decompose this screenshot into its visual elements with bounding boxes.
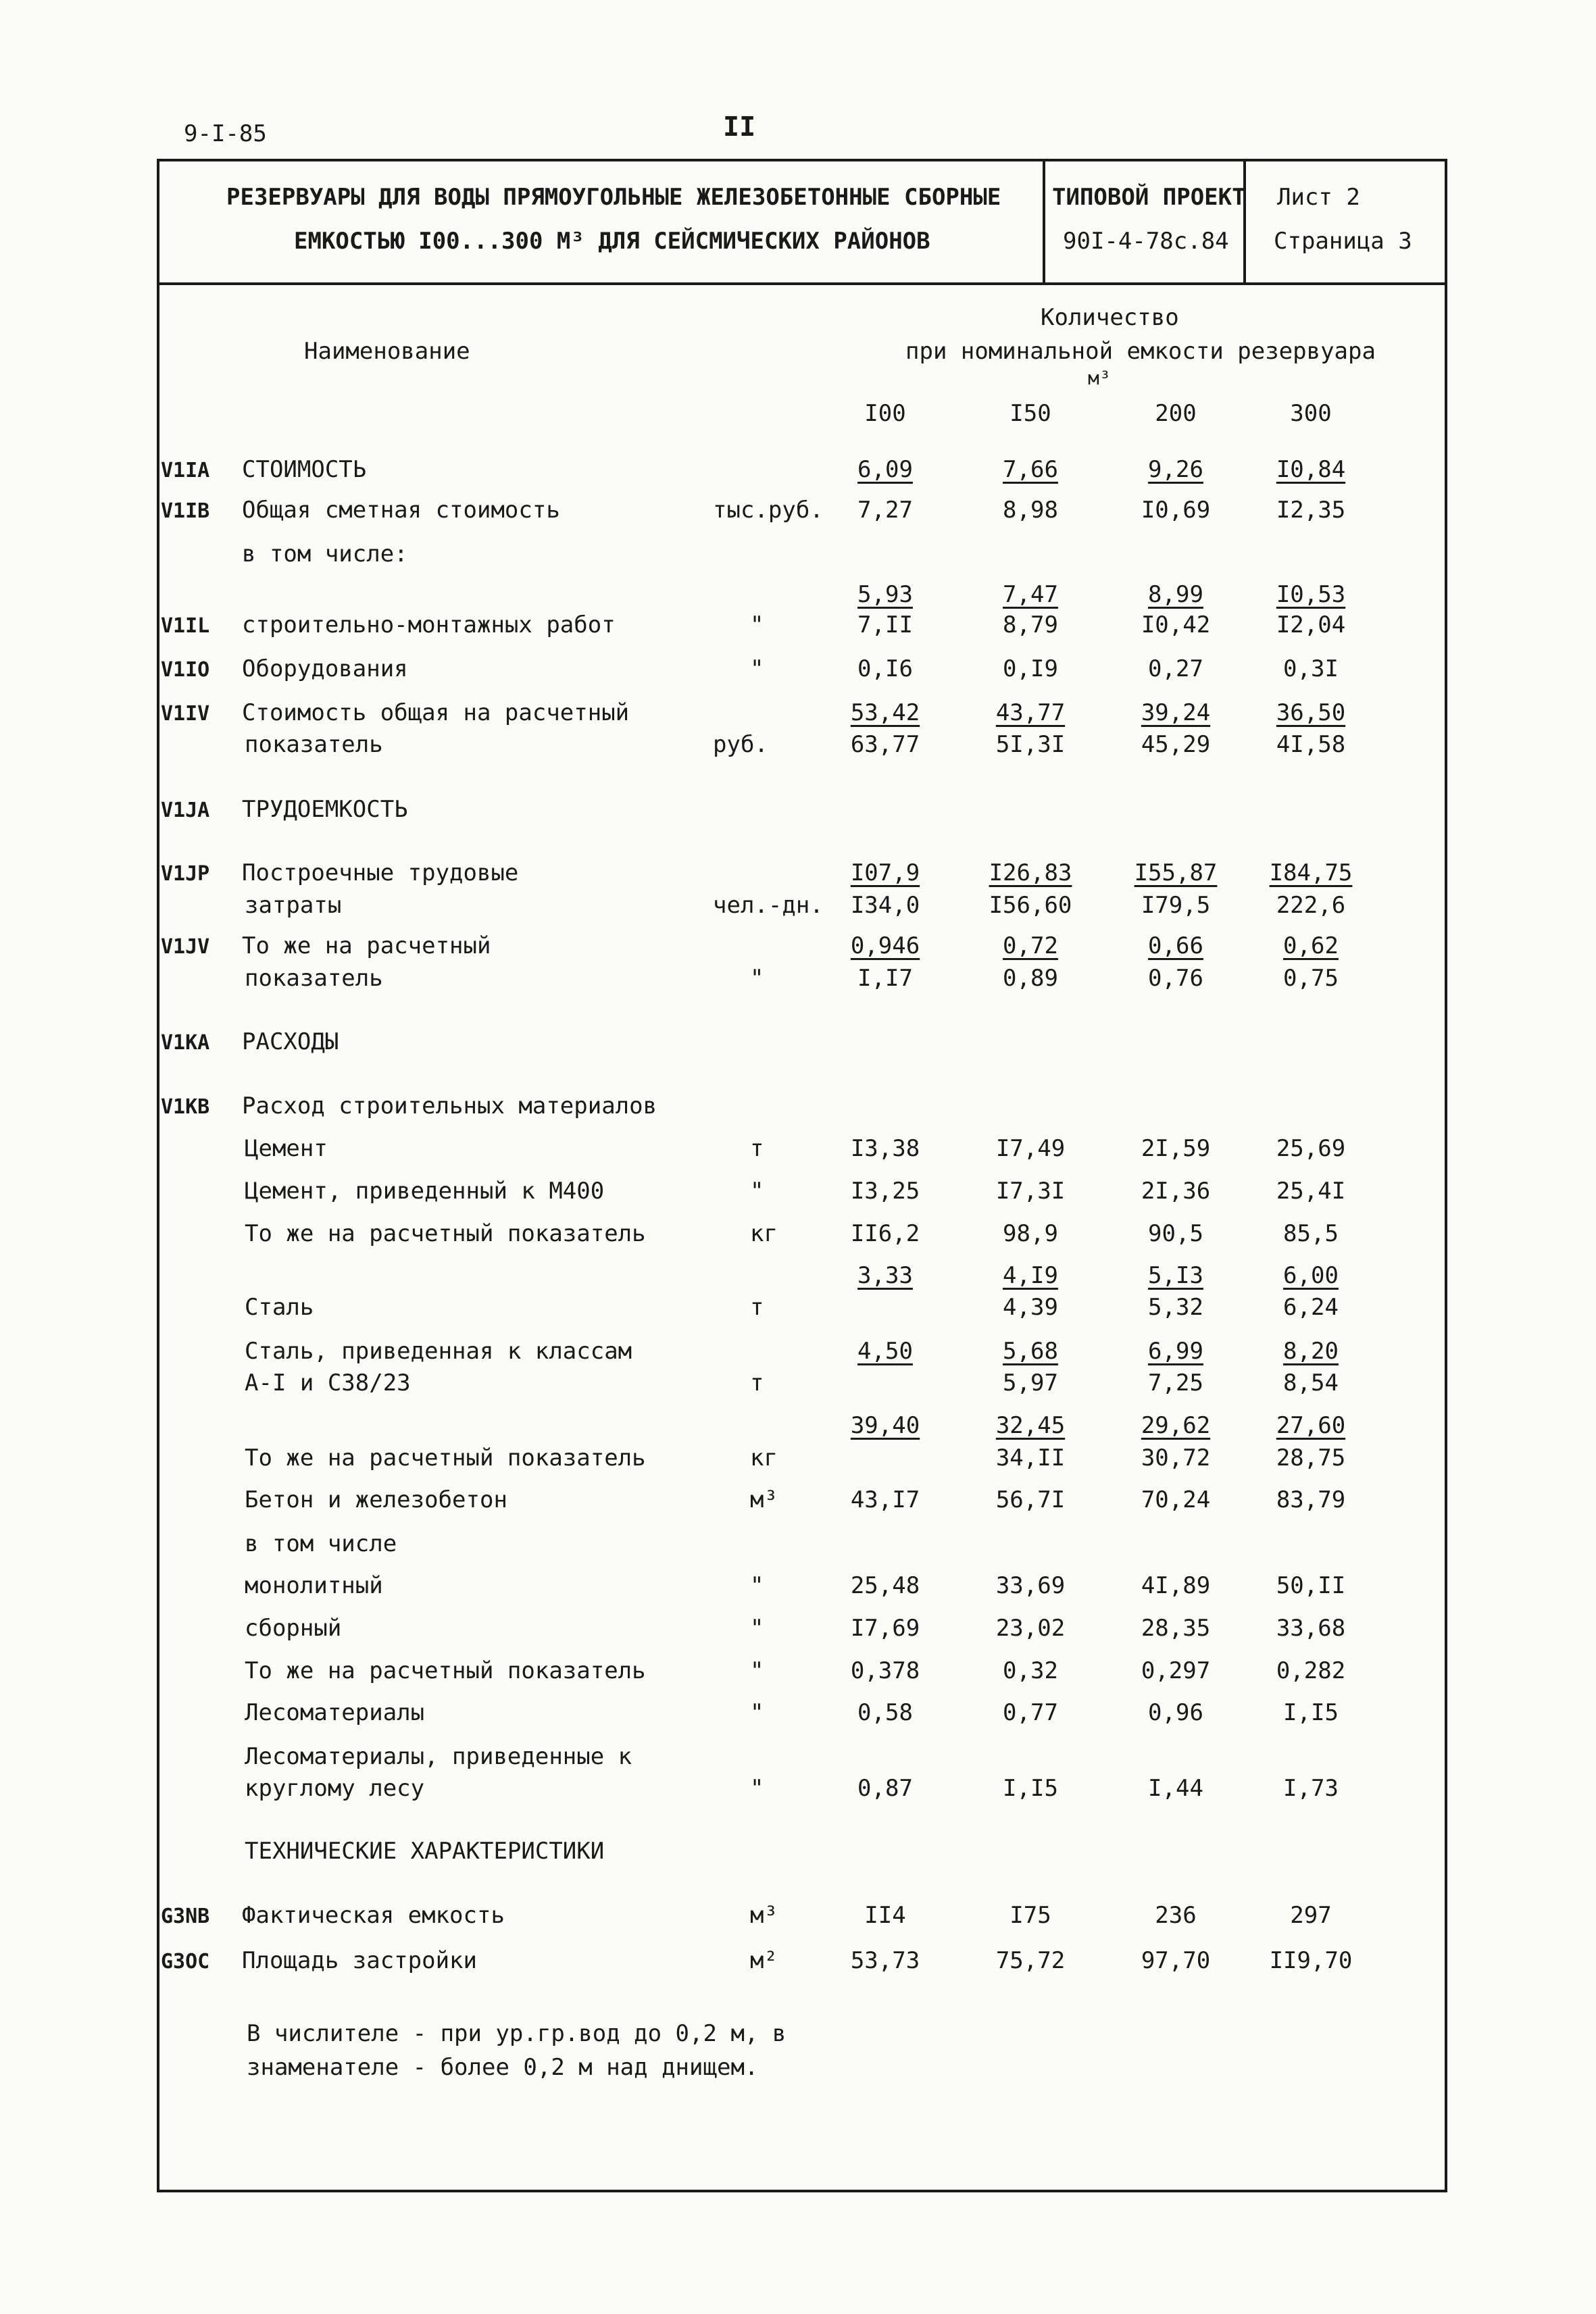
- value-denominator: 0,77: [1003, 1699, 1058, 1726]
- row-name: показатель: [245, 731, 383, 758]
- value-denominator: I3,25: [850, 1178, 920, 1205]
- value-denominator: 7,II: [857, 611, 913, 638]
- value-denominator: I,73: [1283, 1775, 1339, 1802]
- value-denominator: 85,5: [1283, 1220, 1339, 1247]
- value-numerator: 29,62: [1141, 1412, 1211, 1439]
- row-code: V1JV: [161, 935, 210, 959]
- value-denominator: 30,72: [1141, 1444, 1211, 1472]
- note-line-2: знаменателе - более 0,2 м над днищем.: [247, 2054, 759, 2081]
- col-header-qty-2: при номинальной емкости резервуара: [905, 338, 1376, 365]
- row-unit: кг: [750, 1444, 778, 1472]
- value-numerator: I0,84: [1276, 456, 1346, 483]
- row-name: Общая сметная стоимость: [242, 497, 560, 524]
- value-denominator: 0,27: [1148, 655, 1203, 682]
- value-denominator: I34,0: [850, 892, 920, 919]
- value-numerator: 6,99: [1148, 1338, 1203, 1365]
- value-denominator: I2,35: [1276, 497, 1346, 524]
- header-col-divider-1: [1043, 159, 1045, 284]
- project-number: 90I-4-78с.84: [1063, 228, 1229, 255]
- row-unit: м³: [750, 1486, 778, 1513]
- value-denominator: 236: [1155, 1902, 1197, 1929]
- value-numerator: I84,75: [1269, 859, 1353, 886]
- value-numerator: 27,60: [1276, 1412, 1346, 1439]
- value-numerator: 8,99: [1148, 581, 1203, 608]
- col-header-name: Наименование: [304, 338, 470, 365]
- row-code: V1IV: [161, 702, 210, 726]
- value-denominator: I0,69: [1141, 497, 1211, 524]
- row-unit: тыс.руб.: [713, 497, 824, 524]
- row-name: Цемент: [245, 1135, 328, 1162]
- row-name: ТРУДОЕМКОСТЬ: [242, 796, 408, 823]
- value-numerator: 9,26: [1148, 456, 1203, 483]
- value-denominator: 4I,89: [1141, 1572, 1211, 1599]
- value-numerator: 32,45: [995, 1412, 1066, 1439]
- value-denominator: 23,02: [995, 1615, 1066, 1642]
- value-denominator: 70,24: [1141, 1486, 1211, 1513]
- value-numerator: 0,946: [850, 932, 920, 959]
- value-numerator: 4,I9: [1003, 1262, 1058, 1289]
- row-code: V1IO: [161, 658, 210, 682]
- value-denominator: I7,69: [850, 1615, 920, 1642]
- value-denominator: 0,75: [1283, 965, 1339, 992]
- header-col-divider-2: [1243, 159, 1246, 284]
- row-unit: руб.: [713, 731, 768, 758]
- row-name: ТЕХНИЧЕСКИЕ ХАРАКТЕРИСТИКИ: [245, 1838, 605, 1865]
- value-denominator: I56,60: [989, 892, 1072, 919]
- value-numerator: 53,42: [850, 699, 920, 726]
- row-unit: ": [750, 655, 764, 682]
- value-denominator: 8,54: [1283, 1369, 1339, 1397]
- row-name: круглому лесу: [245, 1775, 425, 1802]
- value-denominator: 28,35: [1141, 1615, 1211, 1642]
- row-name: монолитный: [245, 1572, 383, 1599]
- sheet-page: Страница 3: [1274, 228, 1412, 255]
- row-name: То же на расчетный: [242, 932, 491, 959]
- row-name: Площадь застройки: [242, 1947, 477, 1974]
- value-denominator: I79,5: [1141, 892, 1211, 919]
- value-denominator: 0,76: [1148, 965, 1203, 992]
- row-code: V1IL: [161, 614, 210, 638]
- value-numerator: I55,87: [1134, 859, 1218, 886]
- value-denominator: 0,I6: [857, 655, 913, 682]
- row-name: Стоимость общая на расчетный: [242, 699, 630, 726]
- value-denominator: 222,6: [1276, 892, 1346, 919]
- value-denominator: II4: [864, 1902, 906, 1929]
- header-divider: [157, 282, 1447, 285]
- value-denominator: 2I,36: [1141, 1178, 1211, 1205]
- row-name: в том числе: [245, 1530, 397, 1557]
- value-numerator: 6,00: [1283, 1262, 1339, 1289]
- row-unit: м²: [750, 1947, 778, 1974]
- row-name: показатель: [245, 965, 383, 992]
- value-denominator: 5,97: [1003, 1369, 1058, 1397]
- col-header-100: I00: [864, 400, 906, 427]
- row-name: Построечные трудовые: [242, 859, 519, 886]
- value-numerator: 3,33: [857, 1262, 913, 1289]
- row-unit: ": [750, 1178, 764, 1205]
- value-denominator: I,I7: [857, 965, 913, 992]
- row-name: СТОИМОСТЬ: [242, 456, 367, 483]
- value-denominator: I0,42: [1141, 611, 1211, 638]
- value-denominator: 43,I7: [850, 1486, 920, 1513]
- title-line-2: ЕМКОСТЬЮ I00...300 М³ ДЛЯ СЕЙСМИЧЕСКИХ РАЙОНОВ: [294, 228, 930, 255]
- value-denominator: 33,69: [995, 1572, 1066, 1599]
- value-denominator: 7,25: [1148, 1369, 1203, 1397]
- value-denominator: 4,39: [1003, 1294, 1058, 1321]
- value-denominator: II9,70: [1269, 1947, 1353, 1974]
- value-denominator: 83,79: [1276, 1486, 1346, 1513]
- row-name: в том числе:: [242, 540, 408, 568]
- row-code: V1JP: [161, 862, 210, 886]
- value-numerator: 7,66: [1003, 456, 1058, 483]
- row-code: V1JA: [161, 799, 210, 822]
- value-denominator: I,I5: [1003, 1775, 1058, 1802]
- value-denominator: 28,75: [1276, 1444, 1346, 1472]
- row-unit: ": [750, 1657, 764, 1684]
- value-numerator: 4,50: [857, 1338, 913, 1365]
- value-denominator: 25,69: [1276, 1135, 1346, 1162]
- row-name: То же на расчетный показатель: [245, 1657, 646, 1684]
- value-denominator: I7,49: [995, 1135, 1066, 1162]
- row-code: V1IA: [161, 459, 210, 482]
- row-name: Фактическая емкость: [242, 1902, 505, 1929]
- value-denominator: II6,2: [850, 1220, 920, 1247]
- value-numerator: 43,77: [995, 699, 1066, 726]
- page-number: II: [723, 111, 756, 143]
- row-name: То же на расчетный показатель: [245, 1220, 646, 1247]
- value-numerator: 39,24: [1141, 699, 1211, 726]
- value-numerator: 39,40: [850, 1412, 920, 1439]
- value-denominator: 45,29: [1141, 731, 1211, 758]
- value-denominator: 0,3I: [1283, 655, 1339, 682]
- value-denominator: 8,98: [1003, 497, 1058, 524]
- value-denominator: 0,32: [1003, 1657, 1058, 1684]
- value-numerator: I0,53: [1276, 581, 1346, 608]
- row-unit: т: [750, 1294, 764, 1321]
- col-header-150: I50: [1009, 400, 1051, 427]
- row-name: затраты: [245, 892, 342, 919]
- value-numerator: 0,62: [1283, 932, 1339, 959]
- value-denominator: 4I,58: [1276, 731, 1346, 758]
- value-denominator: 25,48: [850, 1572, 920, 1599]
- value-numerator: 5,68: [1003, 1338, 1058, 1365]
- value-denominator: 7,27: [857, 497, 913, 524]
- row-code: V1KB: [161, 1095, 210, 1119]
- value-denominator: 0,I9: [1003, 655, 1058, 682]
- value-denominator: 90,5: [1148, 1220, 1203, 1247]
- value-numerator: 0,72: [1003, 932, 1058, 959]
- value-denominator: I2,04: [1276, 611, 1346, 638]
- row-unit: м³: [750, 1902, 778, 1929]
- project-label: ТИПОВОЙ ПРОЕКТ: [1052, 184, 1246, 211]
- value-denominator: 0,87: [857, 1775, 913, 1802]
- value-numerator: 8,20: [1283, 1338, 1339, 1365]
- value-denominator: 34,II: [995, 1444, 1066, 1472]
- row-name: Цемент, приведенный к М400: [245, 1178, 605, 1205]
- value-numerator: 7,47: [1003, 581, 1058, 608]
- value-numerator: 0,66: [1148, 932, 1203, 959]
- row-name: Сталь, приведенная к классам: [245, 1338, 632, 1365]
- value-denominator: 98,9: [1003, 1220, 1058, 1247]
- value-denominator: 50,II: [1276, 1572, 1346, 1599]
- row-unit: ": [750, 611, 764, 638]
- row-name: Сталь: [245, 1294, 314, 1321]
- row-name: строительно-монтажных работ: [242, 611, 616, 638]
- row-code: V1KA: [161, 1031, 210, 1055]
- value-denominator: I,44: [1148, 1775, 1203, 1802]
- row-unit: ": [750, 1572, 764, 1599]
- value-denominator: I7,3I: [995, 1178, 1066, 1205]
- row-name: А-I и С38/23: [245, 1369, 411, 1397]
- row-name: РАСХОДЫ: [242, 1028, 339, 1055]
- row-unit: ": [750, 965, 764, 992]
- value-numerator: 5,93: [857, 581, 913, 608]
- value-denominator: 5I,3I: [995, 731, 1066, 758]
- value-denominator: 33,68: [1276, 1615, 1346, 1642]
- value-denominator: 56,7I: [995, 1486, 1066, 1513]
- value-denominator: I75: [1009, 1902, 1051, 1929]
- row-unit: т: [750, 1369, 764, 1397]
- row-name: сборный: [245, 1615, 342, 1642]
- value-denominator: 297: [1290, 1902, 1332, 1929]
- row-unit: ": [750, 1775, 764, 1802]
- title-line-1: РЕЗЕРВУАРЫ ДЛЯ ВОДЫ ПРЯМОУГОЛЬНЫЕ ЖЕЛЕЗОБЕТОННЫЕ СБОРНЫЕ: [226, 184, 1001, 211]
- row-name: Лесоматериалы, приведенные к: [245, 1743, 632, 1770]
- row-name: То же на расчетный показатель: [245, 1444, 646, 1472]
- value-denominator: 63,77: [850, 731, 920, 758]
- value-denominator: 97,70: [1141, 1947, 1211, 1974]
- row-unit: чел.-дн.: [713, 892, 824, 919]
- value-denominator: 25,4I: [1276, 1178, 1346, 1205]
- value-denominator: 0,58: [857, 1699, 913, 1726]
- row-code: G3OC: [161, 1950, 210, 1973]
- value-denominator: 53,73: [850, 1947, 920, 1974]
- value-numerator: I26,83: [989, 859, 1072, 886]
- col-header-qty-1: Количество: [1041, 304, 1179, 331]
- value-denominator: 2I,59: [1141, 1135, 1211, 1162]
- col-header-qty-unit: м³: [1088, 367, 1111, 389]
- value-numerator: 5,I3: [1148, 1262, 1203, 1289]
- row-name: Расход строительных материалов: [242, 1092, 657, 1120]
- row-code: G3NB: [161, 1905, 210, 1928]
- value-denominator: 0,297: [1141, 1657, 1211, 1684]
- value-numerator: 36,50: [1276, 699, 1346, 726]
- row-code: V1IB: [161, 499, 210, 523]
- row-unit: ": [750, 1615, 764, 1642]
- row-unit: кг: [750, 1220, 778, 1247]
- value-denominator: 0,96: [1148, 1699, 1203, 1726]
- value-denominator: 0,89: [1003, 965, 1058, 992]
- col-header-200: 200: [1155, 400, 1197, 427]
- value-denominator: 8,79: [1003, 611, 1058, 638]
- value-denominator: I3,38: [850, 1135, 920, 1162]
- note-line-1: В числителе - при ур.гр.вод до 0,2 м, в: [247, 2020, 787, 2047]
- value-denominator: 0,378: [850, 1657, 920, 1684]
- value-denominator: 75,72: [995, 1947, 1066, 1974]
- row-name: Лесоматериалы: [245, 1699, 425, 1726]
- row-name: Оборудования: [242, 655, 408, 682]
- sheet-label: Лист 2: [1277, 184, 1360, 211]
- value-denominator: 5,32: [1148, 1294, 1203, 1321]
- value-denominator: I,I5: [1283, 1699, 1339, 1726]
- value-numerator: I07,9: [850, 859, 920, 886]
- value-denominator: 0,282: [1276, 1657, 1346, 1684]
- value-numerator: 6,09: [857, 456, 913, 483]
- row-name: Бетон и железобетон: [245, 1486, 507, 1513]
- row-unit: т: [750, 1135, 764, 1162]
- doc-code: 9-I-85: [184, 120, 267, 147]
- col-header-300: 300: [1290, 400, 1332, 427]
- value-denominator: 6,24: [1283, 1294, 1339, 1321]
- row-unit: ": [750, 1699, 764, 1726]
